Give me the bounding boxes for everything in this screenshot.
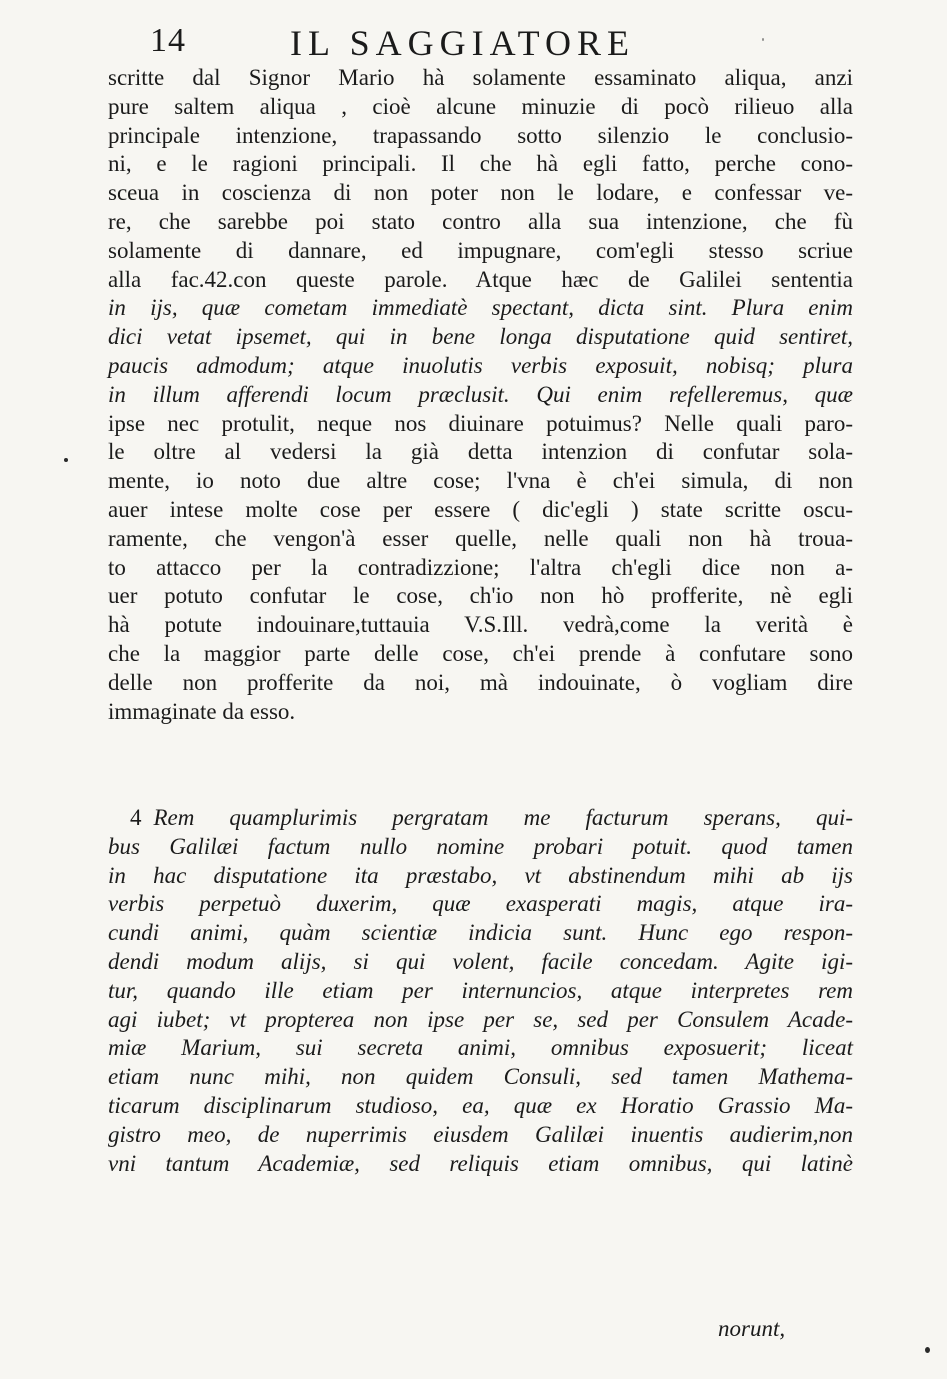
section-number: 4 — [130, 805, 142, 830]
text-line: verbis perpetuò duxerim, quæ exasperati magis, atque ira- — [108, 891, 853, 917]
text-line: solamente di dannare, ed impugnare, com'egli stesso scriue — [108, 237, 853, 263]
text-line: agi iubet; vt propterea non ipse per se, sed per Consulem Acade- — [108, 1006, 853, 1032]
text-line: ipse nec protulit, neque nos diuinare potuimus? Nelle quali paro- — [108, 410, 853, 436]
text-line — [108, 804, 853, 833]
page-header — [150, 22, 770, 66]
text-line: auer intese molte cose per essere ( dic'egli ) state scritte oscu- — [108, 496, 853, 522]
text-line: hà potute indouinare,tuttauia V.S.Ill. vedrà,come la verità è — [108, 612, 853, 638]
text-line: dendi modum alijs, si qui volent, facile concedam. Agite igi- — [108, 948, 853, 974]
text-line: in illum afferendi locum præclusit. Qui enim refelleremus, quæ — [108, 381, 853, 407]
text-line: ramente, che vengon'à esser quelle, nelle quali non hà troua- — [108, 525, 853, 551]
catchword: norunt, — [718, 1316, 786, 1341]
text-line-content: Rem quamplurimis pergratam me facturum sperans, qui- — [153, 805, 853, 830]
text-line: tur, quando ille etiam per internuncios, atque interpretes rem — [108, 977, 853, 1003]
page-number: 14 — [150, 22, 186, 59]
text-line: sceua in coscienza di non poter non le lodare, e confessar ve- — [108, 180, 853, 206]
text-line: mente, io noto due altre cose; l'vna è ch'ei simula, di non — [108, 468, 853, 494]
ink-spot — [925, 1347, 930, 1353]
text-line: miæ Marium, sui secreta animi, omnibus exposuerit; liceat — [108, 1035, 853, 1061]
text-line: to attacco per la contradizzione; l'altra ch'egli dice non a- — [108, 554, 853, 580]
running-title: IL SAGGIATORE — [290, 23, 635, 63]
text-line: ni, e le ragioni principali. Il che hà egli fatto, perche cono- — [108, 151, 853, 177]
text-line: le oltre al vedersi la già detta intenzion di confutar sola- — [108, 439, 853, 465]
text-line: principale intenzione, trapassando sotto silenzio le conclusio- — [108, 122, 853, 148]
ink-spot — [762, 38, 764, 41]
text-line: bus Galilæi factum nullo nomine probari potuit. quod tamen — [108, 833, 853, 859]
text-line: vni tantum Academiæ, sed reliquis etiam omnibus, qui latinè — [108, 1150, 853, 1176]
text-line: in hac disputatione ita præstabo, vt abstinendum mihi ab ijs — [108, 862, 853, 888]
text-line: gistro meo, de nuperrimis eiusdem Galilæi inuentis audierim,non — [108, 1121, 853, 1147]
text-line: dici vetat ipsemet, qui in bene longa disputatione quid sentiret, — [108, 324, 853, 350]
text-line: in ijs, quæ cometam immediatè spectant, dicta sint. Plura enim — [108, 295, 853, 321]
text-line: alla fac.42.con queste parole. Atque hæc de Galilei sententia — [108, 266, 853, 292]
text-line: paucis admodum; atque inuolutis verbis exposuit, nobisq; plura — [108, 352, 853, 378]
paragraph-main — [108, 64, 853, 726]
text-line: ticarum disciplinarum studioso, ea, quæ ex Horatio Grassio Ma- — [108, 1092, 853, 1118]
text-line: delle non profferite da noi, mà indouinate, ò vogliam dire — [108, 669, 853, 695]
paragraph-latin — [108, 804, 853, 1178]
text-line: cundi animi, quàm scientiæ indicia sunt. Hunc ego respon- — [108, 920, 853, 946]
text-line: etiam nunc mihi, non quidem Consuli, sed tamen Mathema- — [108, 1064, 853, 1090]
text-line: immaginate da esso. — [108, 698, 296, 724]
text-line: uer potuto confutar le cose, ch'io non hò profferite, nè egli — [108, 583, 853, 609]
text-line: pure saltem aliqua , cioè alcune minuzie di pocò rilieuo alla — [108, 93, 853, 119]
text-line: che la maggior parte delle cose, ch'ei prende à confutare sono — [108, 640, 853, 666]
text-line: re, che sarebbe poi stato contro alla sua intenzione, che fù — [108, 208, 853, 234]
ink-spot — [64, 458, 68, 462]
text-line: scritte dal Signor Mario hà solamente essaminato aliqua, anzi — [108, 65, 853, 90]
